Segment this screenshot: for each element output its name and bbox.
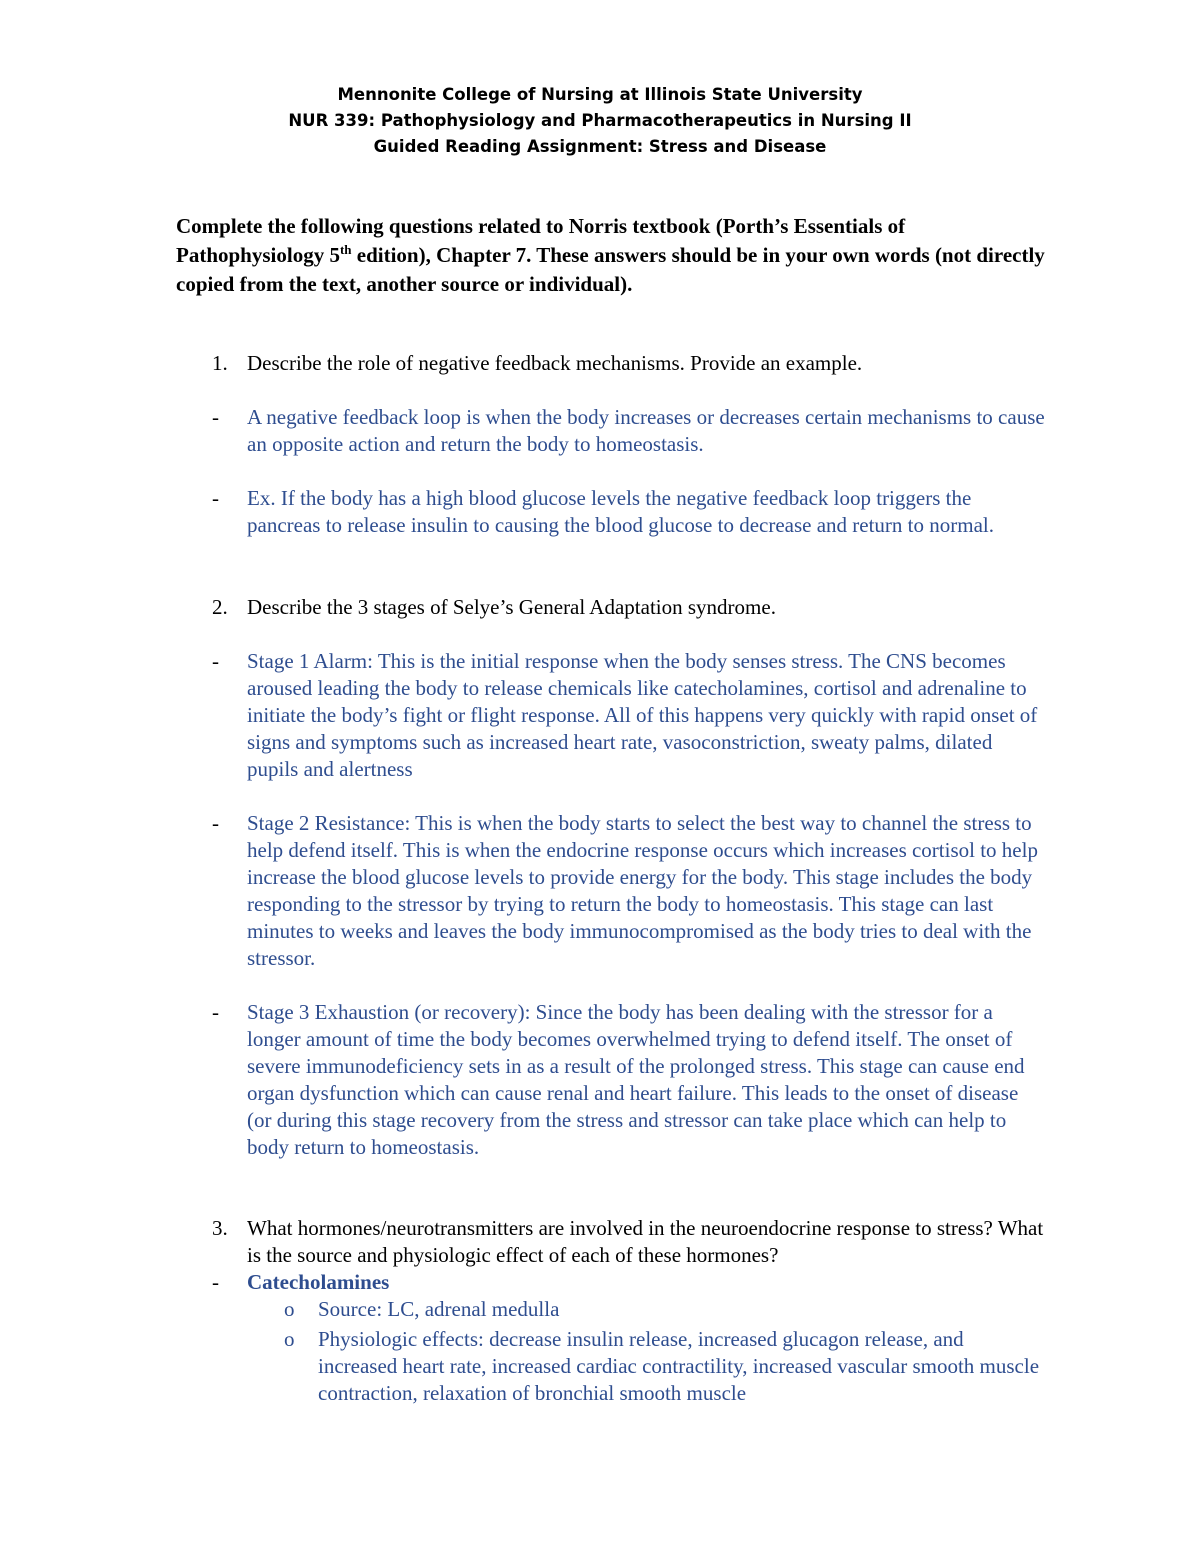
instructions-text-2: edition), Chapter 7. These answers should be in your own words (not directly copied from the text, another source or individual).	[176, 243, 1045, 296]
circle-bullet: o	[284, 1327, 295, 1351]
answer-text: Ex. If the body has a high blood glucose levels the negative feedback loop triggers the pancreas to release insulin to causing the blood glucose to decrease and return to normal.	[247, 486, 994, 537]
course-title: NUR 339: Pathophysiology and Pharmacotherapeutics in Nursing II	[288, 111, 912, 130]
dash-bullet: -	[212, 649, 219, 673]
question-number: 2.	[212, 595, 228, 619]
dash-bullet: -	[212, 1270, 219, 1294]
circle-bullet: o	[284, 1297, 295, 1321]
answer-text: Stage 3 Exhaustion (or recovery): Since the body has been dealing with the stressor for a longer amount of time the body becomes overwhelmed trying to defend itself. The onset of severe immunodeficiency sets in as a result of the prolonged stress. This stage can cause end organ dysfunction which can cause renal and heart failure. This leads to the onset of disease (or during this stage recovery from the stress and stressor can take place which can help to body return to homeostasis.	[247, 1000, 1025, 1159]
sub-answer-text: Source: LC, adrenal medulla	[318, 1297, 560, 1321]
answer-text: Stage 2 Resistance: This is when the body starts to select the best way to channel the stress to help defend itself. This is when the endocrine response occurs which increases cortisol to help increase the blood glucose levels to provide energy for the body. This stage includes the body responding to the stressor by trying to return the body to homeostasis. This stage can last minutes to weeks and leaves the body immunocompromised as the body tries to deal with the stressor.	[247, 811, 1038, 970]
dash-bullet: -	[212, 1000, 219, 1024]
question-text: What hormones/neurotransmitters are involved in the neuroendocrine response to stress? What is the source and physiologic effect of each of these hormones?	[247, 1216, 1044, 1267]
sub-answer-text: Physiologic effects: decrease insulin release, increased glucagon release, and increased heart rate, increased cardiac contractility, increased vascular smooth muscle contraction, relaxation of bronchial smooth muscle	[318, 1327, 1040, 1405]
institution-title: Mennonite College of Nursing at Illinois State University	[337, 85, 863, 104]
question-number: 1.	[212, 351, 228, 375]
instructions-superscript: th	[339, 242, 352, 257]
question-text: Describe the 3 stages of Selye’s General Adaptation syndrome.	[247, 595, 776, 619]
document-header	[0, 82, 1200, 160]
question-number: 3.	[212, 1216, 228, 1240]
instructions	[176, 212, 1056, 299]
assignment-title: Guided Reading Assignment: Stress and Disease	[373, 137, 827, 156]
hormone-heading: Catecholamines	[247, 1270, 390, 1294]
dash-bullet: -	[212, 405, 219, 429]
instructions-text-1: Complete the following questions related to Norris textbook (Porth’s Essentials of Pathophysiology 5	[176, 214, 906, 267]
dash-bullet: -	[212, 486, 219, 510]
answer-text: A negative feedback loop is when the body increases or decreases certain mechanisms to cause an opposite action and return the body to homeostasis.	[247, 405, 1045, 456]
question-text: Describe the role of negative feedback mechanisms. Provide an example.	[247, 351, 863, 375]
answer-text: Stage 1 Alarm: This is the initial response when the body senses stress. The CNS becomes aroused leading the body to release chemicals like catecholamines, cortisol and adrenaline to initiate the body’s fight or flight response. All of this happens very quickly with rapid onset of signs and symptoms such as increased heart rate, vasoconstriction, sweaty palms, dilated pupils and alertness	[247, 649, 1038, 781]
dash-bullet: -	[212, 811, 219, 835]
